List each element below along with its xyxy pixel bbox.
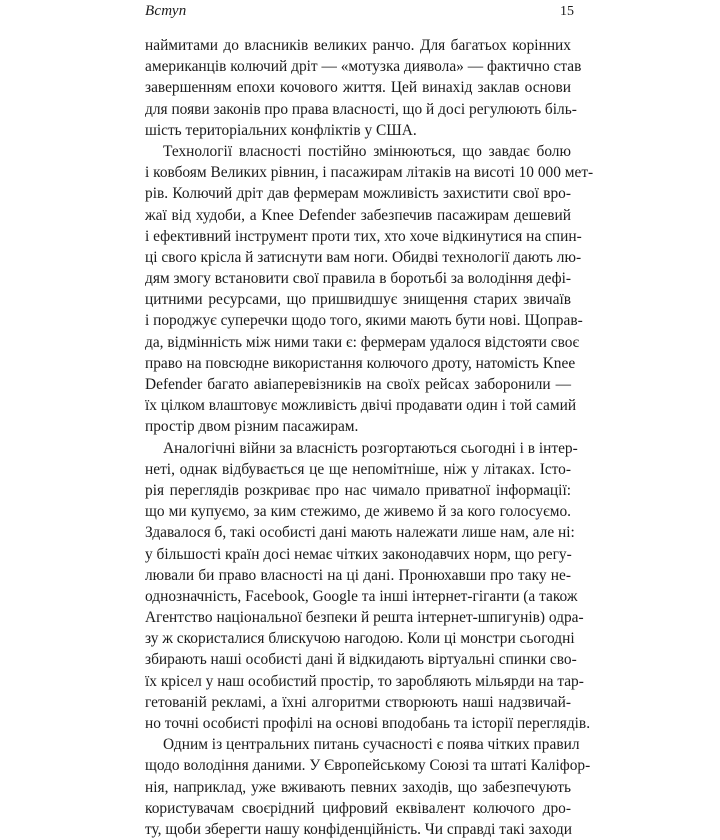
text-line: і ефективний інструмент проти тих, хто хоче відкинутися на спин- <box>145 227 582 245</box>
text-line: наймитами до власників великих ранчо. Для багатьох корінних <box>145 37 571 54</box>
text-line: і породжує суперечки щодо того, якими мають бути нові. Щоправ- <box>145 312 583 330</box>
text-line: завершенням епохи кочового життя. Цей винахід заклав основи <box>145 79 571 97</box>
text-line: Агентство національної безпеки й решта інтернет-шпигунів) одра- <box>145 609 584 627</box>
text-line: шість територіальних конфліктів у США. <box>145 121 417 139</box>
text-line: нія, наприклад, уже вживають певних заходів, що забезпечують <box>145 778 571 796</box>
text-line: цитними ресурсами, що пришвидшує знищення старих звичаїв <box>145 291 571 309</box>
text-line: гетованій рекламі, а їхні алгоритми створюють наші надзвичай- <box>145 693 571 711</box>
body-text <box>145 35 594 840</box>
text-line: да, відмінність між ними таки є: фермерам удалося відстояти своє <box>145 333 580 351</box>
text-line: ці свого крісла й затиснути вам ноги. Обидві технології дають лю- <box>145 248 582 266</box>
text-line: Аналогічні війни за власність розгортаються сьогодні і в інтер- <box>163 439 578 457</box>
text-line: користувачам своєрідний цифровий еквівалент колючого дро- <box>145 799 571 817</box>
text-line: Технології власності постійно змінюються, що завдає болю <box>163 142 571 160</box>
text-line: Здавалося б, такі особисті дані мають належати лише нам, але ні: <box>145 524 575 542</box>
paragraph <box>145 141 594 438</box>
text-line: жаї від худоби, а Knee Defender забезпечив пасажирам дешевий <box>145 206 571 224</box>
text-line: у більшості країн досі немає чітких законодавчих норм, що регу- <box>145 545 572 563</box>
text-line: но точні особисті профілі на основі вподобань та історії переглядів. <box>145 715 591 732</box>
text-line: однозначність, Facebook, Google та інші інтернет-гіганти (а також <box>145 587 578 605</box>
text-line: американців колючий дріт — «мотузка диявола» — фактично став <box>145 58 582 76</box>
text-line: зу ж скористалися блискучою нагодою. Коли ці монстри сьогодні <box>145 630 575 648</box>
page-number: 15 <box>560 4 574 19</box>
paragraph <box>145 35 582 141</box>
text-line: неті, однак відбувається це ще непомітніше, ніж у літаках. Істо- <box>145 460 571 478</box>
text-line: рія переглядів розкриває про нас чимало приватної інформації: <box>145 481 571 499</box>
text-line: дям змогу встановити свої правила в боротьбі за володіння дефі- <box>145 270 571 288</box>
text-line: їх крісел у наш особистий простір, то заробляють мільярди на тар- <box>145 672 584 690</box>
text-line: їх цілком влаштовує можливість двічі продавати один і той самий <box>145 397 577 415</box>
paragraph <box>145 734 591 840</box>
running-head: Вступ <box>145 3 187 19</box>
text-line: що ми купуємо, за ким стежимо, де живемо й за кого голосуємо. <box>145 503 571 521</box>
paragraph <box>145 438 591 735</box>
text-line: щодо володіння даними. У Європейському Союзі та штаті Каліфор- <box>145 757 591 775</box>
text-line: рів. Колючий дріт дав фермерам можливість захистити свої вро- <box>145 185 571 203</box>
text-line: ту, щоби зберегти нашу конфіденційність. Чи справді такі заходи <box>145 820 572 838</box>
text-line: право на повсюдне використання колючого дроту, натомість Knee <box>145 354 576 372</box>
text-line: для появи законів про права власності, що й досі регулюють біль- <box>145 100 577 118</box>
text-line: збирають наші особисті дані й відкидають віртуальні спинки сво- <box>145 651 577 669</box>
text-line: простір двом різним пасажирам. <box>145 418 359 436</box>
text-line: Defender багато авіаперевізників на своїх рейсах заборонили — <box>145 376 571 393</box>
text-line: лювали би право власності на ці дані. Пронюхавши про таку не- <box>145 566 571 584</box>
text-line: і ковбоям Великих рівнин, і пасажирам літаків на висоті 10 000 мет- <box>145 164 594 182</box>
text-line: Одним із центральних питань сучасності є поява чітких правил <box>163 736 580 754</box>
